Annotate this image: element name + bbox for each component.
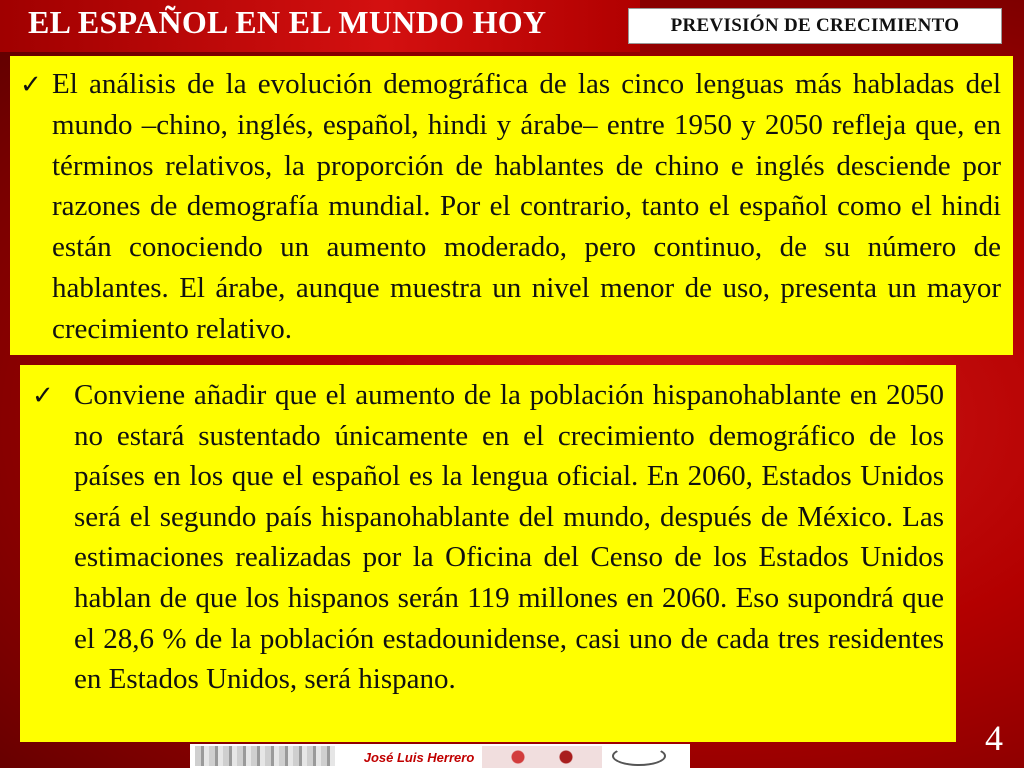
title-bar xyxy=(0,0,640,52)
bullet-item-2 xyxy=(32,375,944,700)
check-icon: ✓ xyxy=(32,381,54,411)
section-badge: PREVISIÓN DE CRECIMIENTO xyxy=(628,8,1002,44)
check-icon: ✓ xyxy=(20,70,42,100)
author-credit: José Luis Herrero xyxy=(363,750,475,765)
bullet-panel-1 xyxy=(10,56,1013,355)
bullet-text-1: El análisis de la evolución demográfica de las cinco lenguas más habladas del mundo –chino, inglés, español, hindi y árabe– entre 1950 y 2050 refleja que, en términos relativos, la proporción de hablantes de chino e inglés desciende por razones de demografía mundial. Por el contrario, tanto el español como el hindi están conociendo un aumento moderado, pero continuo, de su número de hablantes. El árabe, aunque muestra un nivel menor de uso, presenta un mayor crecimiento relativo. xyxy=(52,68,1001,345)
slide-title: EL ESPAÑOL EN EL MUNDO HOY xyxy=(28,4,547,40)
footer-image-left xyxy=(195,746,335,766)
bullet-item-1 xyxy=(20,64,1001,350)
logo-mark xyxy=(612,746,666,766)
bullet-panel-2 xyxy=(20,365,956,742)
bullet-text-2: Conviene añadir que el aumento de la población hispanohablante en 2050 no estará sustentado únicamente en el crecimiento demográfico de los países en los que el español es la lengua oficial. En 2060, Estados Unidos será el segundo país hispanohablante del mundo, después de México. Las estimaciones realizadas por la Oficina del Censo de los Estados Unidos hablan de que los hispanos serán 119 millones en 2060. Eso supondrá que el 28,6 % de la población estadounidense, casi uno de cada tres residentes en Estados Unidos, será hispano. xyxy=(74,379,944,696)
page-number: 4 xyxy=(985,718,1003,758)
footer-image-right xyxy=(482,746,602,768)
